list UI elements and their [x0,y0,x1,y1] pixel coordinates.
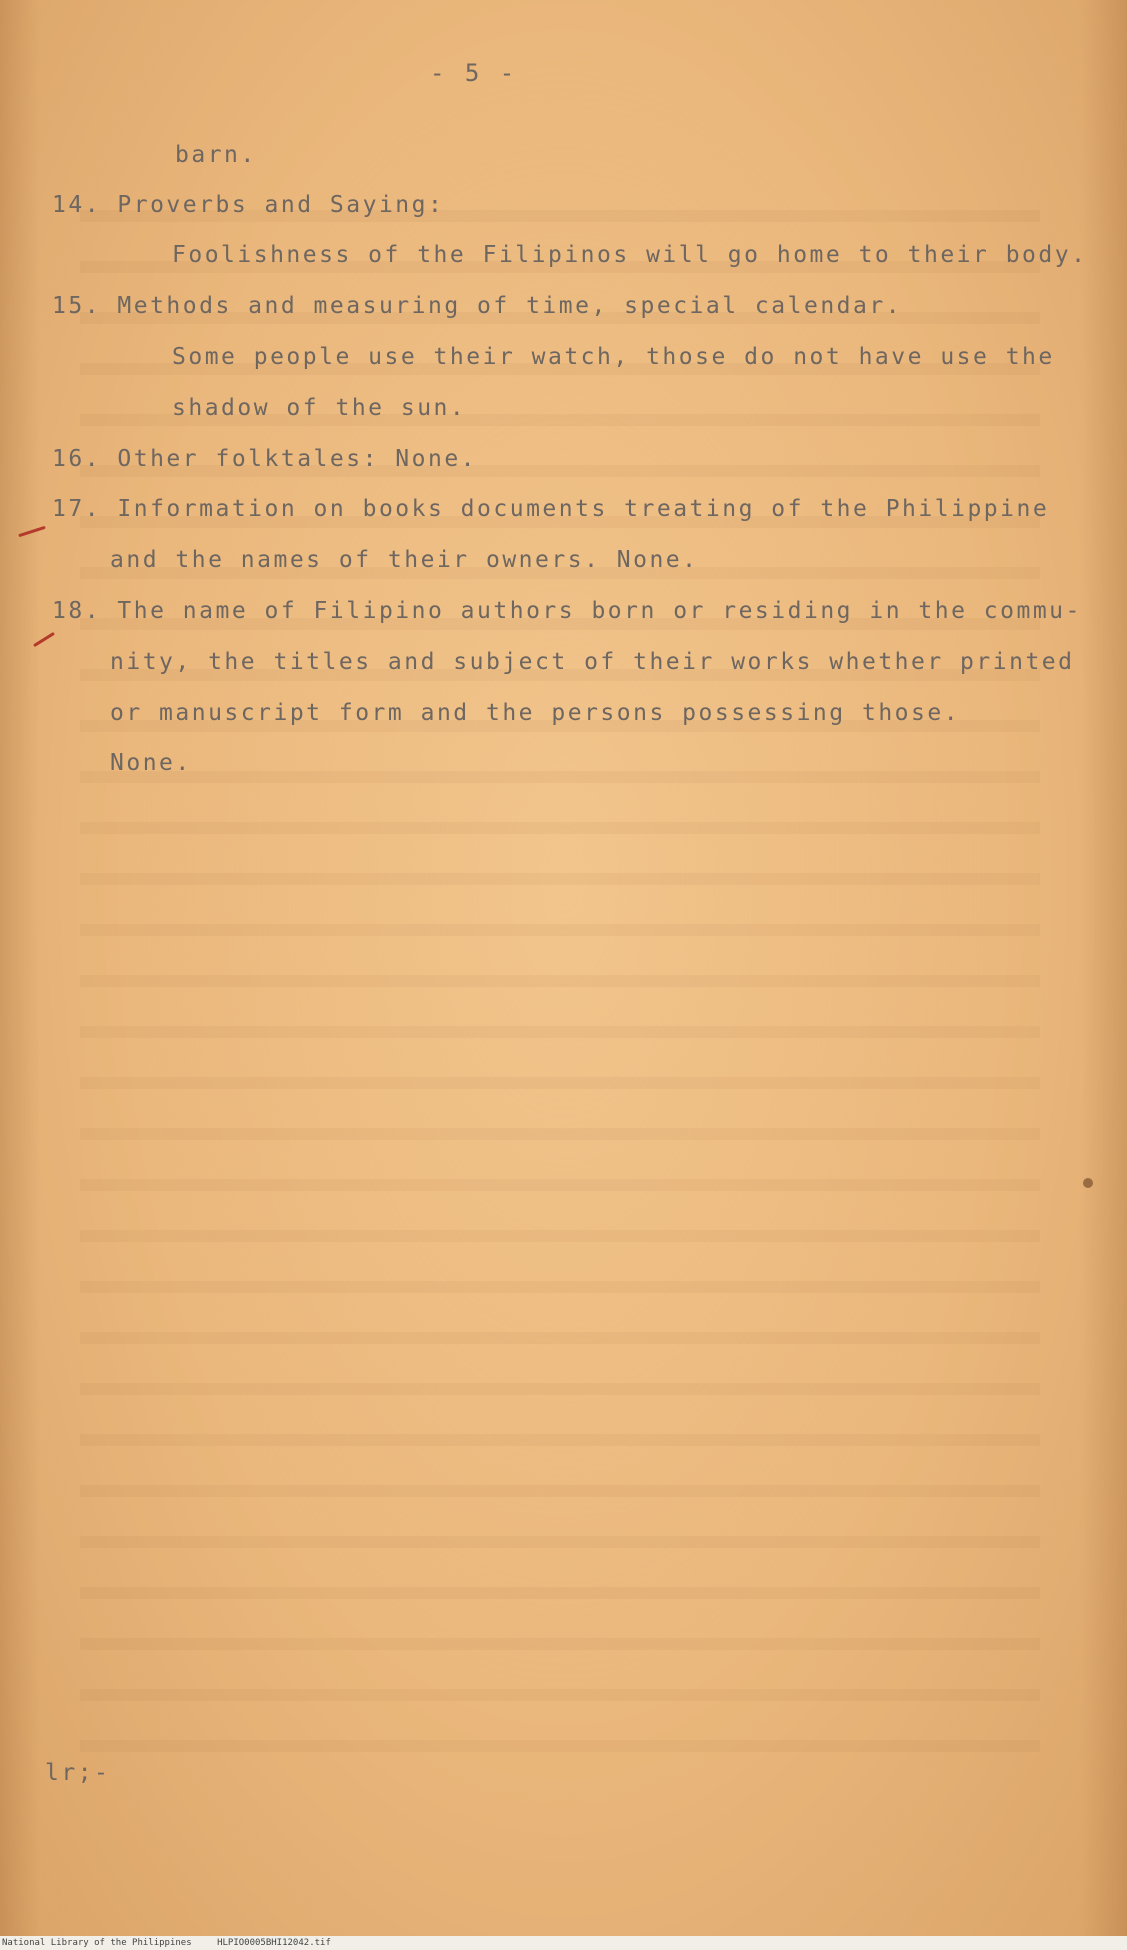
typist-initials: lr;- [45,1760,111,1786]
text-line: and the names of their owners. None. [110,547,699,573]
item-15-heading: 15. Methods and measuring of time, special calendar. [52,293,903,319]
item-16-heading: 16. Other folktales: None. [52,446,478,472]
text-line: shadow of the sun. [172,395,467,421]
text-line: Some people use their watch, those do not have use the [172,344,1055,370]
footer-file-id: HLPIO0005BHI12042.tif [217,1938,331,1948]
text-line: nity, the titles and subject of their works whether printed [110,649,1075,675]
page-number: - 5 - [430,59,518,87]
text-line: None. [110,750,192,776]
red-check-mark [18,526,46,538]
red-check-mark [33,632,55,647]
ink-spot [1083,1178,1093,1188]
item-17-heading: 17. Information on books documents treating of the Philippine [52,496,1050,522]
text-line: or manuscript form and the persons possessing those. [110,700,961,726]
scan-footer [0,1936,1127,1950]
item-18-heading: 18. The name of Filipino authors born or residing in the commu- [52,598,1082,624]
text-line: Foolishness of the Filipinos will go home to their body. [172,242,1088,268]
footer-institution: National Library of the Philippines [2,1938,192,1948]
item-14-heading: 14. Proverbs and Saying: [52,192,445,218]
text-line: barn. [175,142,257,168]
